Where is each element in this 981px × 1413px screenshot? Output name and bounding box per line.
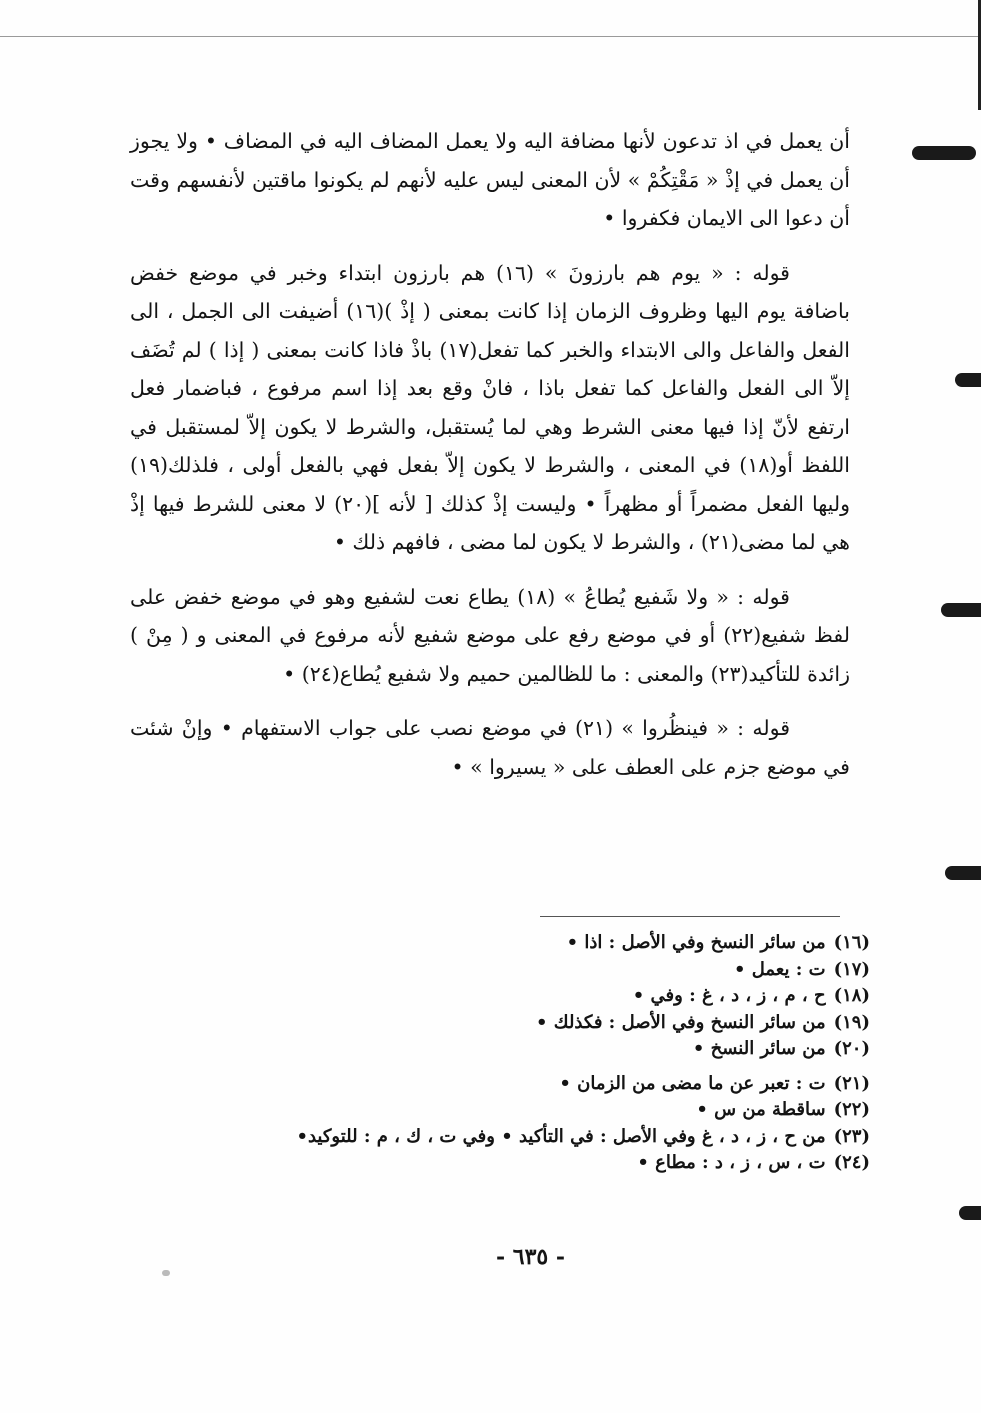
footnote-number: (١٩) bbox=[833, 1011, 870, 1033]
binding-mark bbox=[959, 1206, 981, 1220]
paragraph: قوله : « يوم هم بارزونَ » (١٦) هم بارزون ابتداء وخبر في موضع خفض باضافة يوم اليها وظروف الزمان إذا كانت بمعنى ( إذْ )(١٦) أضيفت الى الجمل ، الى الفعل والفاعل والى الابتداء والخبر كما تفعل(١٧) باذْ فاذا كانت بمعنى ( إذا ) لم تُضَف إلاّ الى الفعل والفاعل كما تفعل باذا ، فانْ وقع بعد إذا اسم مرفوع ، فباضمار فعل ارتفع لأنّ إذا فيها معنى الشرط وهي لما يُستقبل، والشرط لا يكون إلاّ لمستقبل في اللفظ أو(١٨) في المعنى ، والشرط لا يكون إلاّ بفعل فهي بالفعل أولى ، فلذلك(١٩) وليها الفعل مضمراً أو مظهراً • وليست إذْ كذلك [ لأنه ](٢٠) لا معنى للشرط فيها إذْ هي لما مضى(٢١) ، والشرط لا يكون لما مضى ، فافهم ذلك • bbox=[130, 260, 851, 554]
binding-mark bbox=[945, 866, 981, 880]
footnote bbox=[180, 1036, 870, 1063]
footnote-separator bbox=[540, 916, 840, 917]
footnote-number: (١٧) bbox=[833, 958, 870, 980]
footnote-text: ساقطة من س • bbox=[696, 1099, 826, 1120]
scan-speck bbox=[162, 1270, 170, 1276]
footnote-number: (٢٢) bbox=[833, 1099, 870, 1120]
footnote-text: من ح ، ز ، د ، غ وفي الأصل : في التأكيد • وفي ت ، ك ، م : للتوكيد• bbox=[296, 1125, 826, 1147]
footnote-text: ح ، م ، ز ، د ، غ : وفي • bbox=[632, 985, 826, 1006]
footnote bbox=[180, 1124, 870, 1151]
top-border-line bbox=[0, 36, 981, 37]
footnote bbox=[180, 930, 870, 957]
footnote-number: (١٨) bbox=[833, 985, 870, 1006]
footnote-text: ت ، س ، ز ، د : مطاع • bbox=[637, 1152, 826, 1173]
footnote bbox=[180, 983, 870, 1010]
footnote-number: (٢٠) bbox=[833, 1038, 870, 1059]
footnote-text: ت : تعبر عن ما مضى من الزمان • bbox=[559, 1072, 826, 1094]
footnotes bbox=[180, 930, 870, 1177]
footnote-number: (٢٣) bbox=[833, 1125, 870, 1147]
footnote bbox=[180, 1071, 870, 1098]
binding-mark bbox=[941, 603, 981, 617]
footnote bbox=[180, 957, 870, 984]
binding-mark bbox=[912, 146, 976, 160]
paragraph: أن يعمل في اذ تدعون لأنها مضافة اليه ولا يعمل المضاف اليه في المضاف • ولا يجوز أن يعمل في إذْ « مَقْتِكُمْ » لأن المعنى ليس عليه لأنهم لم يكونوا ماقتين لأنفسهم وقت أن دعوا الى الايمان فكفروا • bbox=[130, 129, 850, 230]
binding-mark bbox=[955, 373, 981, 387]
footnote-text: من سائر النسخ • bbox=[692, 1038, 826, 1059]
footnote-text: ت : يعمل • bbox=[733, 958, 826, 980]
footnote-number: (٢٤) bbox=[833, 1152, 870, 1173]
footnote bbox=[180, 1010, 870, 1037]
footnote-text: من سائر النسخ وفي الأصل : اذا • bbox=[566, 932, 826, 953]
main-text bbox=[130, 122, 850, 802]
footnote-number: (٢١) bbox=[833, 1072, 870, 1094]
footnote bbox=[180, 1097, 870, 1124]
paragraph: قوله : « فينظُروا » (٢١) في موضع نصب على جواب الاستفهام • وإنْ شئت في موضع جزم على العطف على « يسيروا » • bbox=[130, 716, 850, 779]
footnote-text: من سائر النسخ وفي الأصل : فكذلك • bbox=[536, 1011, 826, 1033]
paragraph: قوله : « ولا شَفيع يُطاعُ » (١٨) يطاع نعت لشفيع وهو في موضع خفض على لفظ شفيع(٢٢) أو في موضع رفع على موضع شفيع لأنه مرفوع في المعنى و ( مِنْ ) زائدة للتأكيد(٢٣) والمعنى : ما للظالمين حميم ولا شفيع يُطاع(٢٤) • bbox=[130, 584, 850, 686]
footnote bbox=[180, 1150, 870, 1177]
page-number: - ٦٣٥ - bbox=[495, 1244, 566, 1270]
footnote-number: (١٦) bbox=[833, 932, 870, 953]
